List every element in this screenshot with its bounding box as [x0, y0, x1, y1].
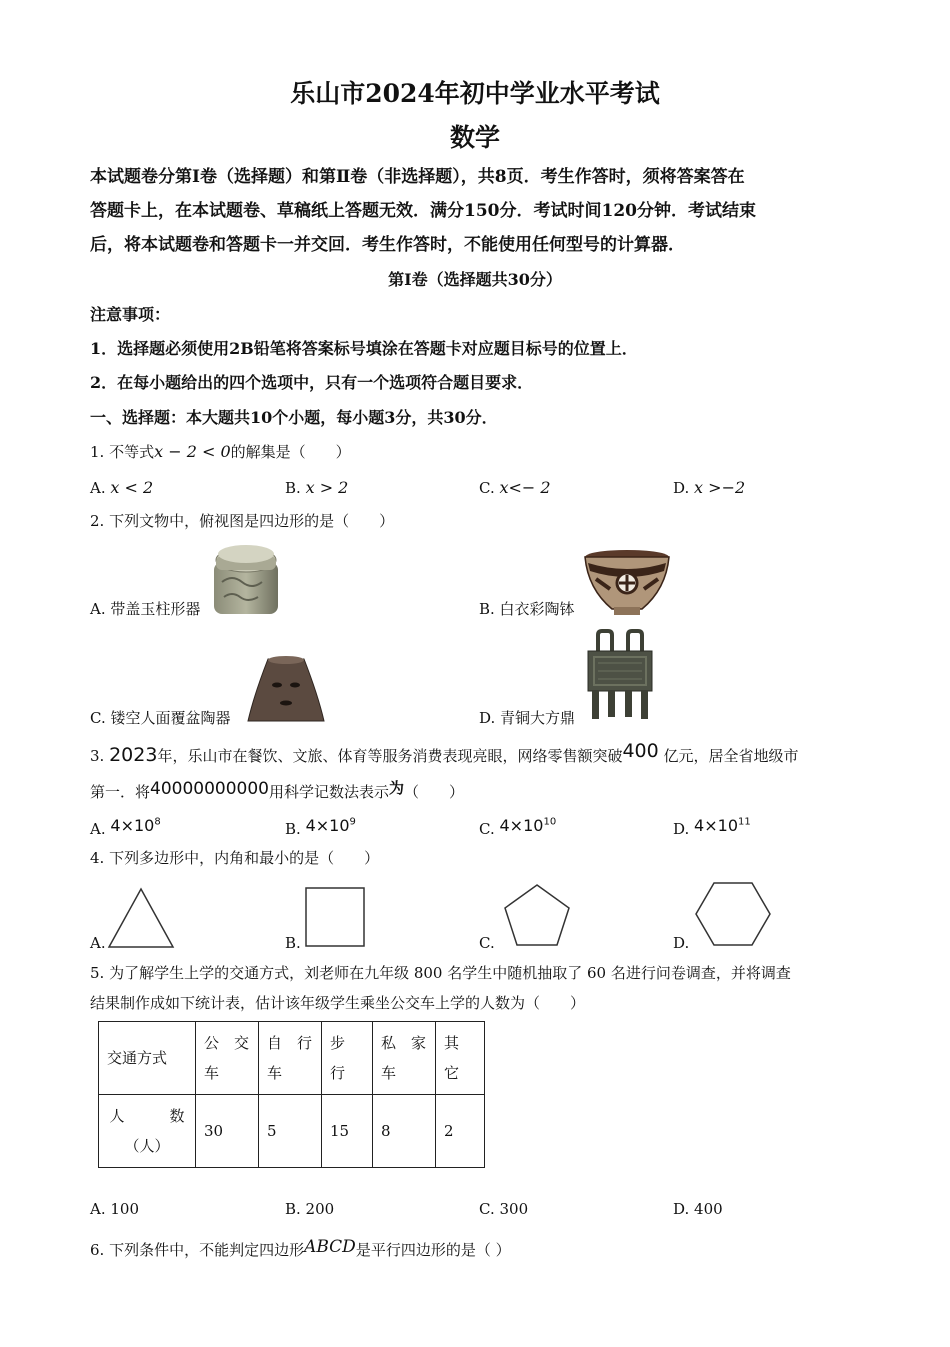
- question-1-stem: [90, 441, 351, 463]
- question-5-option-a[interactable]: A. 100: [90, 1200, 139, 1218]
- table-header-walk: 步 行: [322, 1022, 373, 1095]
- triangle-shape: [106, 886, 176, 950]
- question-5-option-b[interactable]: B. 200: [285, 1200, 335, 1218]
- question-3-stem-line-1: 3. 2023年，乐山市在餐饮、文旅、体育等服务消费表现亮眼，网络零售额突破400 亿元，居全省地级市: [90, 740, 799, 766]
- question-5-stem-line-2: 结果制作成如下统计表，估计该年级学生乘坐公交车上学的人数为（ ）: [90, 994, 586, 1012]
- painted-pottery-bowl-image: [582, 549, 672, 617]
- notes-item-2: 2．在每小题给出的四个选项中，只有一个选项符合题目要求．: [90, 373, 534, 392]
- section-1-heading: 一、选择题：本大题共10个小题，每小题3分，共30分．: [90, 408, 498, 427]
- question-2-option-d[interactable]: D. 青铜大方鼎: [479, 709, 576, 727]
- question-4-option-a[interactable]: A.: [90, 934, 106, 952]
- table-header-label: 交通方式: [99, 1022, 196, 1095]
- question-2-option-a[interactable]: A. 带盖玉柱形器: [90, 600, 201, 618]
- question-1-inequality: x − 2 < 0: [154, 442, 231, 461]
- table-header-bicycle: 自 行 车: [259, 1022, 322, 1095]
- table-row-label: 人 数 （人）: [99, 1095, 196, 1168]
- table-header-bus: 公 交 车: [196, 1022, 259, 1095]
- question-3-option-b[interactable]: B. $4\times 10^9$: [285, 816, 356, 838]
- exam-subject: 数学: [449, 123, 500, 152]
- question-3-option-a[interactable]: A. $4\times 10^8$: [90, 816, 161, 838]
- question-5-stem-line-1: 5. 为了解学生上学的交通方式，刘老师在九年级 800 名学生中随机抽取了 60 名进行问卷调查，并将调查: [90, 964, 791, 982]
- table-row: [99, 1022, 485, 1095]
- jade-cylinder-image: [210, 542, 282, 620]
- table-cell-bicycle: 5: [259, 1095, 322, 1168]
- exam-instructions: [90, 160, 865, 262]
- pentagon-shape: [502, 882, 572, 948]
- instructions-line-3: 后，将本试题卷和答题卡一并交回．考生作答时，不能使用任何型号的计算器．: [90, 235, 685, 255]
- question-1-option-b[interactable]: B. x > 2: [285, 478, 349, 497]
- question-4-option-c[interactable]: C.: [479, 934, 495, 952]
- question-3-option-c[interactable]: C. $4\times 10^{10}$: [479, 816, 557, 838]
- transport-survey-table: [98, 1021, 485, 1168]
- part1-title: 第Ⅰ卷（选择题共30分）: [388, 270, 562, 289]
- question-3-amount: 400: [622, 740, 659, 762]
- bronze-ding-image: [584, 629, 656, 721]
- table-header-other: 其 它: [436, 1022, 485, 1095]
- question-3-year: 2023: [109, 744, 158, 766]
- square-shape: [304, 886, 366, 948]
- question-4-option-d[interactable]: D.: [673, 934, 690, 952]
- question-5-option-c[interactable]: C. 300: [479, 1200, 529, 1218]
- question-3-stem-line-2: 第一．将40000000000用科学记数法表示为（ ）: [90, 779, 465, 801]
- table-row: [99, 1095, 485, 1168]
- hexagon-shape: [694, 880, 772, 948]
- question-4-stem: 4. 下列多边形中，内角和最小的是（ ）: [90, 849, 380, 867]
- table-cell-other: 2: [436, 1095, 485, 1168]
- instructions-line-1: 本试题卷分第Ⅰ卷（选择题）和第Ⅱ卷（非选择题），共8页．考生作答时，须将答案答在: [90, 167, 745, 187]
- notes-heading: 注意事项：: [90, 305, 171, 324]
- question-3-big-number: 40000000000: [150, 779, 269, 799]
- question-6-stem: 6. 下列条件中，不能判定四边形ABCD是平行四边形的是（ ）: [90, 1237, 511, 1259]
- exam-title: 乐山市2024年初中学业水平考试: [290, 79, 660, 108]
- question-1-option-a[interactable]: A. x < 2: [90, 478, 154, 497]
- mask-pottery-basin-image: [246, 655, 326, 723]
- question-1-prefix: 1. 不等式: [90, 443, 155, 461]
- table-cell-private-car: 8: [373, 1095, 436, 1168]
- question-2-option-b[interactable]: B. 白衣彩陶钵: [479, 600, 575, 618]
- table-cell-bus: 30: [196, 1095, 259, 1168]
- table-header-private-car: 私 家 车: [373, 1022, 436, 1095]
- question-5-option-d[interactable]: D. 400: [673, 1200, 723, 1218]
- question-6-quadrilateral-name: ABCD: [304, 1237, 356, 1257]
- question-1-option-d[interactable]: D. x >−2: [673, 478, 746, 497]
- table-cell-walk: 15: [322, 1095, 373, 1168]
- question-1-option-c[interactable]: C. x<− 2: [479, 478, 551, 497]
- question-2-stem: 2. 下列文物中，俯视图是四边形的是（ ）: [90, 512, 395, 530]
- question-2-option-c[interactable]: C. 镂空人面覆盆陶器: [90, 709, 231, 727]
- notes-item-1: 1．选择题必须使用2B铅笔将答案标号填涂在答题卡对应题目标号的位置上．: [90, 339, 638, 358]
- instructions-line-2: 答题卡上，在本试题卷、草稿纸上答题无效．满分150分．考试时间120分钟．考试结束: [90, 201, 756, 221]
- question-4-option-b[interactable]: B.: [285, 934, 301, 952]
- question-1-suffix: 的解集是（ ）: [230, 443, 351, 461]
- question-3-option-d[interactable]: D. $4\times 10^{11}$: [673, 816, 751, 838]
